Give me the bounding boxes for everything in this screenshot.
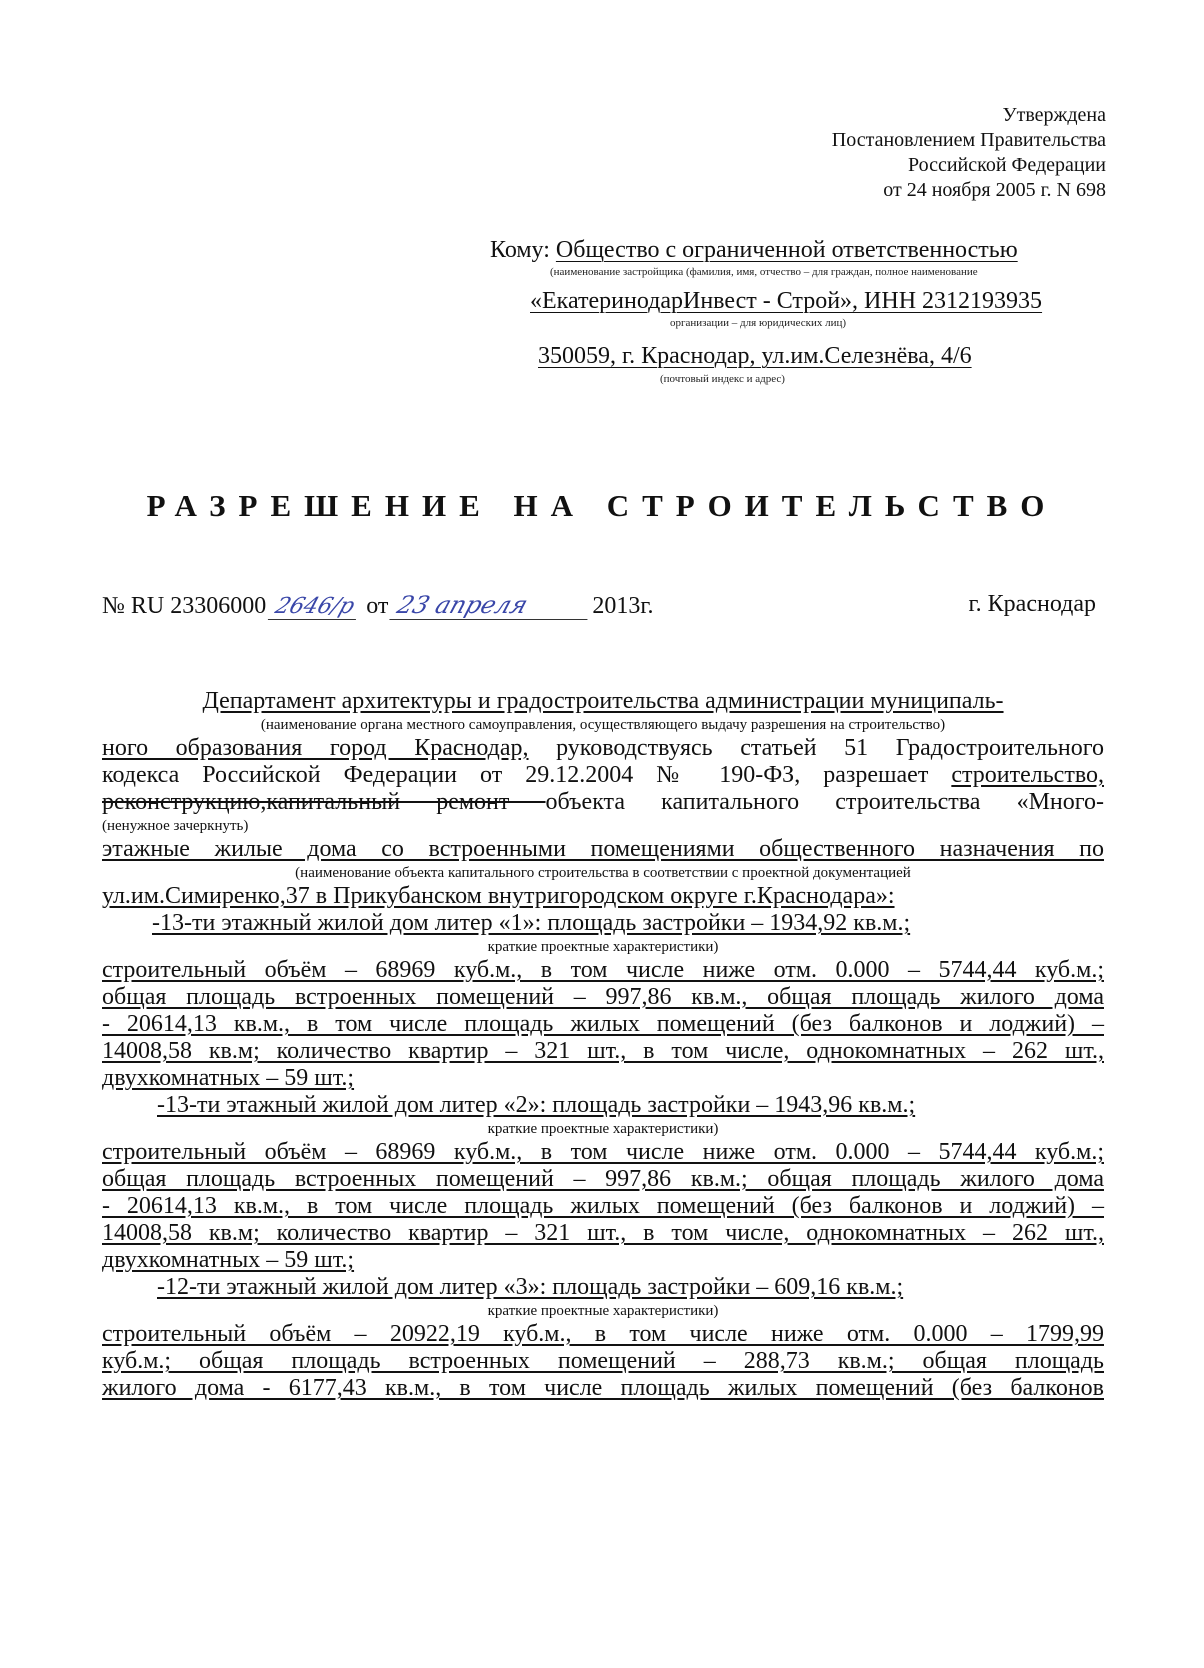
recipient-line-1 <box>490 237 1130 264</box>
permit-date-handwritten: 23 апреля <box>390 591 597 620</box>
building-2-line-4: 14008,58 кв.м; количество квартир – 321 шт., в том числе, однокомнатных – 262 шт., <box>102 1220 1104 1246</box>
recipient-block <box>490 237 1130 385</box>
permit-number-line <box>102 591 654 620</box>
recipient-name-2: «ЕкатеринодарИнвест - Строй», ИНН 2312193935 <box>530 288 1043 314</box>
authority-line-2: ного образования город Краснодар, <box>102 735 529 761</box>
approved-line-2: Постановлением Правительства <box>831 129 1106 151</box>
recipient-label: Кому: <box>490 237 550 263</box>
body-line-3 <box>102 762 1104 789</box>
building-2-caption: краткие проектные характеристики) <box>487 1121 719 1137</box>
permit-year: 2013г. <box>592 593 654 619</box>
permit-number-handwritten: 2646/р <box>268 594 364 620</box>
recipient-line-2 <box>490 288 1130 315</box>
object-line-1: этажные жилые дома со встроенными помещениями общественного назначения по <box>102 836 1104 862</box>
recipient-caption-2: организации – для юридических лиц) <box>670 317 847 329</box>
body-line-4 <box>102 789 1104 816</box>
building-2-line-1: строительный объём – 68969 куб.м., в том числе ниже отм. 0.000 – 5744,44 куб.м.; <box>102 1139 1104 1165</box>
body-line-2 <box>102 735 1104 762</box>
struck-out-text: реконструкцию,капитальный ремонт <box>102 789 546 815</box>
building-2-line-3: - 20614,13 кв.м., в том числе площадь жилых помещений (без балконов и лоджий) – <box>102 1193 1104 1219</box>
approval-stamp-text <box>832 103 1106 203</box>
recipient-address: 350059, г. Краснодар, ул.им.Селезнёва, 4/6 <box>538 343 972 369</box>
building-1-heading: -13-ти этажный жилой дом литер «1»: площадь застройки – 1934,92 кв.м.; <box>152 910 911 936</box>
recipient-caption-1: (наименование застройщика (фамилия, имя, отчество – для граждан, полное наименование <box>550 266 978 278</box>
recipient-address-line <box>490 343 1130 370</box>
building-1-line-2: общая площадь встроенных помещений – 997,86 кв.м., общая площадь жилого дома <box>102 984 1104 1010</box>
body-line-2-rest: руководствуясь статьей 51 Градостроительного <box>528 735 1105 761</box>
object-line-2: ул.им.Симиренко,37 в Прикубанском внутригородском округе г.Краснодара»: <box>102 883 895 909</box>
body-line-3-text: кодекса Российской Федерации от 29.12.2004 № 190-ФЗ, разрешает <box>102 762 952 788</box>
building-1-line-4: 14008,58 кв.м; количество квартир – 321 шт., в том числе, однокомнатных – 262 шт., <box>102 1038 1104 1064</box>
building-2-line-5: двухкомнатных – 59 шт.; <box>102 1247 355 1273</box>
recipient-caption-3: (почтовый индекс и адрес) <box>660 373 785 385</box>
approved-line-4: от 24 ноября 2005 г. N 698 <box>883 179 1106 201</box>
permit-from-label: от <box>366 593 389 619</box>
approved-line-3: Российской Федерации <box>907 154 1106 176</box>
building-3-line-1: строительный объём – 20922,19 куб.м., в том числе ниже отм. 0.000 – 1799,99 <box>102 1321 1104 1347</box>
approved-line-1: Утверждена <box>1002 104 1106 126</box>
recipient-name-1: Общество с ограниченной ответственностью <box>555 237 1018 263</box>
building-3-line-3: жилого дома - 6177,43 кв.м., в том числе площадь жилых помещений (без балконов <box>102 1375 1104 1401</box>
building-2-line-2: общая площадь встроенных помещений – 997,86 кв.м.; общая площадь жилого дома <box>102 1166 1104 1192</box>
building-3-caption: краткие проектные характеристики) <box>487 1303 719 1319</box>
building-3-line-2: куб.м.; общая площадь встроенных помещений – 288,73 кв.м.; общая площадь <box>102 1348 1104 1374</box>
authority-line-1: Департамент архитектуры и градостроительства администрации муниципаль- <box>202 688 1004 714</box>
permit-number-prefix: № RU 23306000 <box>102 593 267 619</box>
building-1-caption: краткие проектные характеристики) <box>487 939 719 955</box>
strike-caption: (ненужное зачеркнуть) <box>102 818 249 834</box>
authority-caption: (наименование органа местного самоуправления, осуществляющего выдачу разрешения на строительство) <box>260 717 946 733</box>
building-3-heading: -12-ти этажный жилой дом литер «3»: площадь застройки – 609,16 кв.м.; <box>157 1274 904 1300</box>
building-1-line-5: двухкомнатных – 59 шт.; <box>102 1065 355 1091</box>
document-title: РАЗРЕШЕНИЕ НА СТРОИТЕЛЬСТВО <box>146 488 1058 523</box>
building-2-heading: -13-ти этажный жилой дом литер «2»: площадь застройки – 1943,96 кв.м.; <box>157 1092 916 1118</box>
permit-body <box>102 688 1104 1402</box>
permit-city: г. Краснодар <box>968 591 1096 617</box>
object-caption: (наименование объекта капитального строительства в соответствии с проектной документацией <box>295 865 911 881</box>
body-line-4-rest: объекта капитального строительства «Много- <box>545 789 1105 815</box>
permitted-type: строительство, <box>951 762 1104 788</box>
building-1-line-1: строительный объём – 68969 куб.м., в том числе ниже отм. 0.000 – 5744,44 куб.м.; <box>102 957 1104 983</box>
building-1-line-3: - 20614,13 кв.м., в том числе площадь жилых помещений (без балконов и лоджий) – <box>102 1011 1104 1037</box>
